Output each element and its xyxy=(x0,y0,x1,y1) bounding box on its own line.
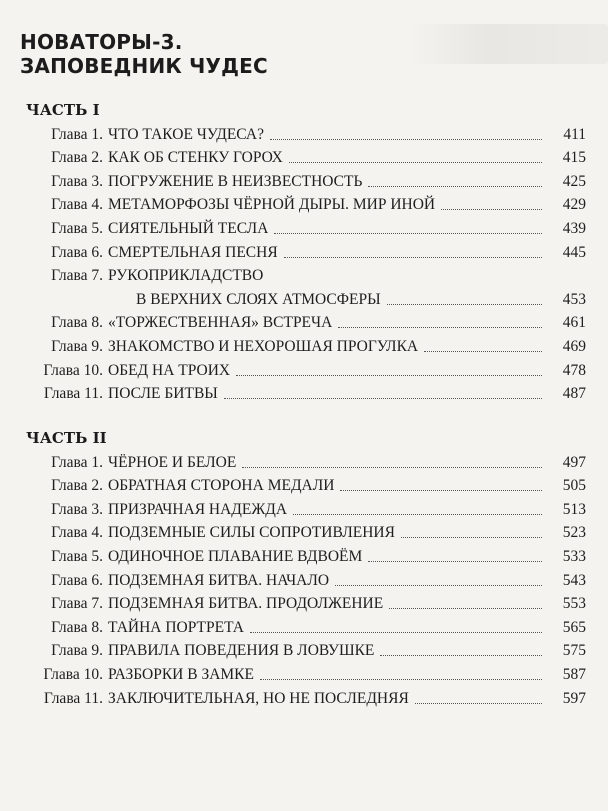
book-title-line-1: НОВАТОРЫ-3. xyxy=(20,30,183,54)
toc-entry xyxy=(26,358,586,382)
chapter-title: РАЗБОРКИ В ЗАМКЕ xyxy=(108,665,254,683)
page-number: 439 xyxy=(562,219,586,237)
chapter-title: ПОСЛЕ БИТВЫ xyxy=(108,385,218,403)
page-number: 523 xyxy=(562,524,586,542)
page-number: 453 xyxy=(562,290,586,308)
chapter-title: КАК ОБ СТЕНКУ ГОРОХ xyxy=(108,149,283,167)
toc-entry xyxy=(26,216,586,240)
chapter-number: Глава 10. xyxy=(43,361,103,379)
chapter-title: ОБЕД НА ТРОИХ xyxy=(108,361,231,379)
page-number: 543 xyxy=(562,571,586,589)
chapter-title: ЗНАКОМСТВО И НЕХОРОШАЯ ПРОГУЛКА xyxy=(108,337,419,355)
chapter-title: ТАЙНА ПОРТРЕТА xyxy=(108,618,244,636)
part-heading: ЧАСТЬ I xyxy=(26,101,100,119)
toc-part-2 xyxy=(26,428,586,710)
dot-leader xyxy=(441,209,542,210)
dot-leader xyxy=(260,679,542,680)
chapter-number: Глава 7. xyxy=(51,595,103,613)
page-number: 533 xyxy=(562,547,586,565)
toc-entry xyxy=(26,474,586,498)
toc-entry xyxy=(26,544,586,568)
page-number: 487 xyxy=(562,385,586,403)
chapter-title: ПОДЗЕМНАЯ БИТВА. НАЧАЛО xyxy=(108,571,330,589)
dot-leader xyxy=(338,327,542,328)
toc-entry xyxy=(26,686,586,710)
toc-entry xyxy=(26,382,586,406)
dot-leader xyxy=(236,375,542,376)
toc-entry xyxy=(26,169,586,193)
dot-leader xyxy=(274,233,542,234)
chapter-number: Глава 11. xyxy=(43,689,103,707)
dot-leader xyxy=(424,351,542,352)
chapter-number: Глава 5. xyxy=(51,219,103,237)
chapter-title: ЧТО ТАКОЕ ЧУДЕСА? xyxy=(108,125,264,143)
chapter-title: ПРИЗРАЧНАЯ НАДЕЖДА xyxy=(108,500,288,518)
page-number: 497 xyxy=(562,453,586,471)
chapter-number: Глава 9. xyxy=(51,337,103,355)
chapter-title: ПОГРУЖЕНИЕ В НЕИЗВЕСТНОСТЬ xyxy=(108,172,363,190)
chapter-number: Глава 2. xyxy=(51,477,103,495)
page-number: 429 xyxy=(562,196,586,214)
page-number: 411 xyxy=(563,125,586,143)
chapter-title: ЗАКЛЮЧИТЕЛЬНАЯ, НО НЕ ПОСЛЕДНЯЯ xyxy=(108,689,409,707)
toc-entry-continuation xyxy=(26,287,586,311)
chapter-title: ПРАВИЛА ПОВЕДЕНИЯ В ЛОВУШКЕ xyxy=(108,642,375,660)
chapter-number: Глава 6. xyxy=(51,243,103,261)
page-number: 597 xyxy=(562,689,586,707)
page-number: 415 xyxy=(562,149,586,167)
dot-leader xyxy=(389,608,542,609)
dot-leader xyxy=(284,257,542,258)
chapter-title: «ТОРЖЕСТВЕННАЯ» ВСТРЕЧА xyxy=(108,314,333,332)
toc-entry xyxy=(26,311,586,335)
dot-leader xyxy=(242,467,542,468)
book-title xyxy=(20,30,268,78)
chapter-number: Глава 7. xyxy=(51,267,103,285)
toc-entry xyxy=(26,615,586,639)
chapter-number: Глава 4. xyxy=(51,524,103,542)
dot-leader xyxy=(368,561,542,562)
chapter-number: Глава 8. xyxy=(51,314,103,332)
toc-entry xyxy=(26,122,586,146)
chapter-number: Глава 8. xyxy=(51,618,103,636)
page-number: 461 xyxy=(562,314,586,332)
page-number: 553 xyxy=(562,595,586,613)
chapter-title: СИЯТЕЛЬНЫЙ ТЕСЛА xyxy=(108,219,269,237)
chapter-title: МЕТАМОРФОЗЫ ЧЁРНОЙ ДЫРЫ. МИР ИНОЙ xyxy=(108,196,436,214)
page-number: 565 xyxy=(562,618,586,636)
toc-entry xyxy=(26,592,586,616)
part-heading: ЧАСТЬ II xyxy=(26,429,107,447)
chapter-title: СМЕРТЕЛЬНАЯ ПЕСНЯ xyxy=(108,243,278,261)
page-number: 587 xyxy=(562,665,586,683)
page-number: 478 xyxy=(562,361,586,379)
page-number: 445 xyxy=(562,243,586,261)
toc-entry xyxy=(26,193,586,217)
toc-entry xyxy=(26,450,586,474)
toc-entry xyxy=(26,264,586,288)
dot-leader xyxy=(335,585,542,586)
chapter-title: ЧЁРНОЕ И БЕЛОЕ xyxy=(108,453,237,471)
dot-leader xyxy=(368,186,542,187)
toc-entry xyxy=(26,521,586,545)
toc-entry xyxy=(26,240,586,264)
toc-entry xyxy=(26,568,586,592)
book-title-line-2: ЗАПОВЕДНИК ЧУДЕС xyxy=(20,54,268,78)
dot-leader xyxy=(415,703,542,704)
page-number: 469 xyxy=(562,337,586,355)
dot-leader xyxy=(340,490,542,491)
dot-leader xyxy=(293,514,542,515)
chapter-number: Глава 1. xyxy=(51,125,103,143)
toc-part-1 xyxy=(26,100,586,405)
chapter-number: Глава 3. xyxy=(51,500,103,518)
toc-entry xyxy=(26,639,586,663)
chapter-title: ПОДЗЕМНЫЕ СИЛЫ СОПРОТИВЛЕНИЯ xyxy=(108,524,395,542)
chapter-title-continued: В ВЕРХНИХ СЛОЯХ АТМОСФЕРЫ xyxy=(136,290,381,308)
toc-entry xyxy=(26,334,586,358)
chapter-number: Глава 6. xyxy=(51,571,103,589)
dot-leader xyxy=(401,537,542,538)
chapter-title: ОБРАТНАЯ СТОРОНА МЕДАЛИ xyxy=(108,477,335,495)
page-number: 425 xyxy=(562,172,586,190)
toc-entry xyxy=(26,146,586,170)
chapter-number: Глава 3. xyxy=(51,172,103,190)
chapter-number: Глава 4. xyxy=(51,196,103,214)
chapter-title: ОДИНОЧНОЕ ПЛАВАНИЕ ВДВОЁМ xyxy=(108,547,363,565)
toc-entry xyxy=(26,497,586,521)
chapter-title: ПОДЗЕМНАЯ БИТВА. ПРОДОЛЖЕНИЕ xyxy=(108,595,384,613)
dot-leader xyxy=(289,162,542,163)
dot-leader xyxy=(224,398,542,399)
chapter-number: Глава 1. xyxy=(51,453,103,471)
toc-entry xyxy=(26,662,586,686)
bleed-through-shadow xyxy=(408,24,608,64)
chapter-title: РУКОПРИКЛАДСТВО xyxy=(108,267,264,285)
page-number: 575 xyxy=(562,642,586,660)
dot-leader xyxy=(270,139,542,140)
chapter-number: Глава 10. xyxy=(43,665,103,683)
chapter-number: Глава 5. xyxy=(51,547,103,565)
dot-leader xyxy=(380,655,542,656)
chapter-number: Глава 11. xyxy=(43,385,103,403)
dot-leader xyxy=(387,304,542,305)
chapter-number: Глава 2. xyxy=(51,149,103,167)
page-number: 513 xyxy=(562,500,586,518)
dot-leader xyxy=(250,632,542,633)
page-number: 505 xyxy=(562,477,586,495)
chapter-number: Глава 9. xyxy=(51,642,103,660)
